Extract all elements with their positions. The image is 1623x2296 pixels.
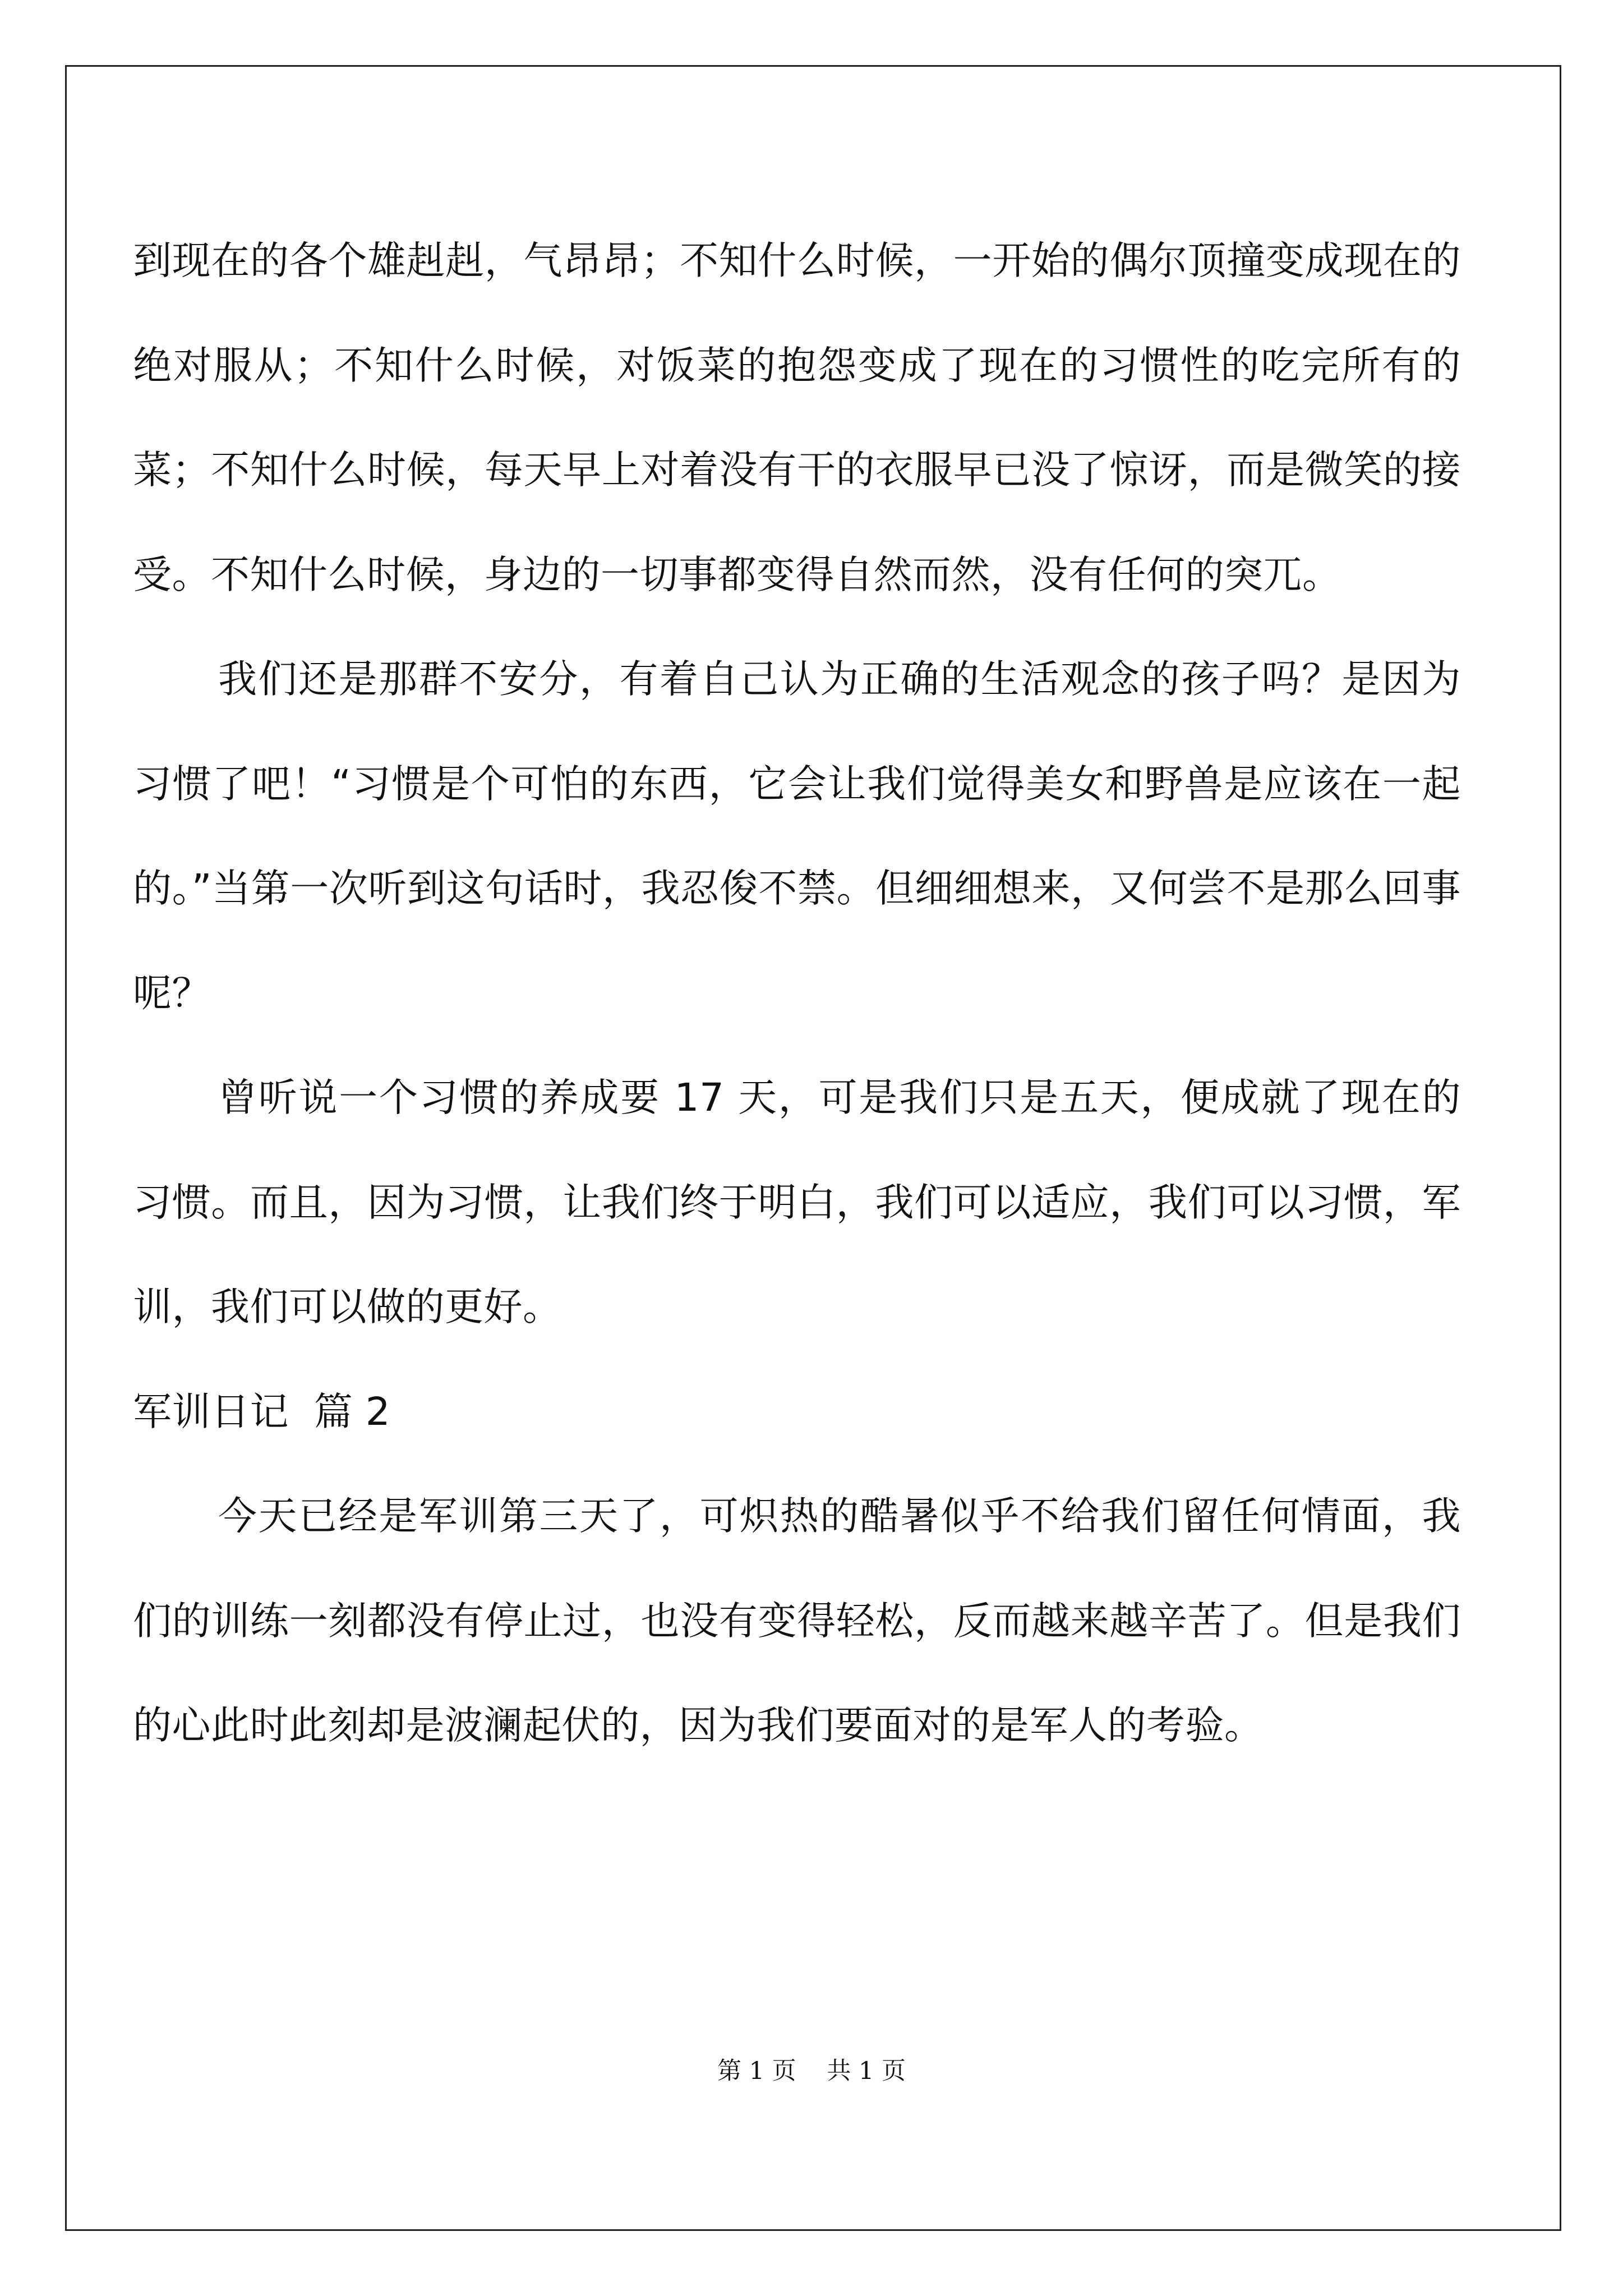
section-heading: 军训日记 篇 2 [133,1389,391,1434]
document-body [133,209,1461,1778]
paragraph-1: 到现在的各个雄赳赳，气昂昂；不知什么时候，一开始的偶尔顶撞变成现在的绝对服从；不知什么时候，对饭菜的抱怨变成了现在的习惯性的吃完所有的菜；不知什么时候，每天早上对着没有干的衣服早已没了惊讶，而是微笑的接受。不知什么时候，身边的一切事都变得自然而然，没有任何的突兀。 [133,238,1461,597]
paragraph-2: 我们还是那群不安分，有着自己认为正确的生活观念的孩子吗？是因为习惯了吧！“习惯是个可怕的东西，它会让我们觉得美女和野兽是应该在一起的。”当第一次听到这句话时，我忍俊不禁。但细细想来，又何尝不是那么回事呢？ [133,657,1461,1016]
page-number-footer: 第 1 页 共 1 页 [717,2057,906,2085]
paragraph-4: 今天已经是军训第三天了，可炽热的酷暑似乎不给我们留任何情面，我们的训练一刻都没有停止过，也没有变得轻松，反而越来越辛苦了。但是我们的心此时此刻却是波澜起伏的，因为我们要面对的是军人的考验。 [133,1494,1461,1748]
paragraph-3: 曾听说一个习惯的养成要 17 天，可是我们只是五天，便成就了现在的习惯。而且，因为习惯，让我们终于明白，我们可以适应，我们可以习惯，军训，我们可以做的更好。 [133,1075,1461,1329]
